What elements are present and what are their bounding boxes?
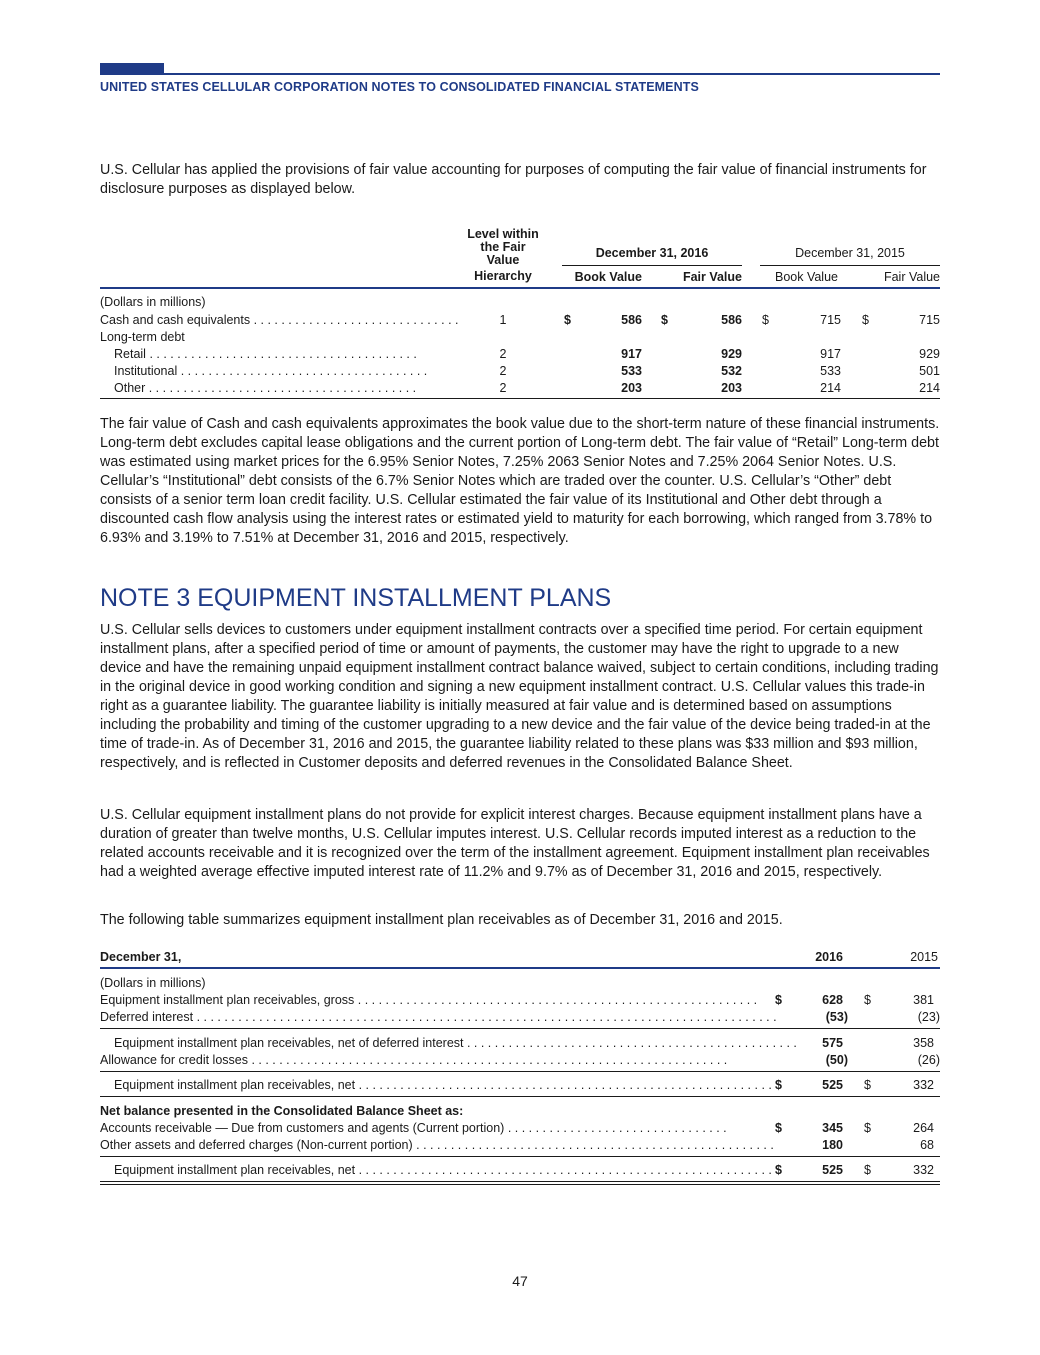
currency-symbol: $	[775, 993, 782, 1007]
col-2016: 2016	[815, 950, 843, 964]
note3-paragraph-2: U.S. Cellular equipment installment plans do not provide for explicit interest charges. Because equipment installment plans have a duration of greater than twelve months, U.S. Cellular imputes interest. U.S. Cellular records imputed interest as a reduction to the related accounts receivable and it is recognized over the term of the installment agreement. Equipment installment plan receivables had a weighted average effective imputed interest rate of 11.2% and 9.7% as of December 31, 2016 and 2015, respectively.	[100, 807, 930, 880]
value-cell: 929	[721, 347, 742, 361]
row-rule	[100, 1096, 940, 1097]
row-label: Equipment installment plan receivables, gross . . . . . . . . . . . . . . . . . . . . . . . . . . . . . . . . . . . . . . . . . . . . . . . . . . . . . . . . . .	[100, 993, 758, 1007]
col-2015: 2015	[910, 950, 938, 964]
row-label: Other assets and deferred charges (Non-current portion) . . . . . . . . . . . . . . . . . . . . . . . . . . . . . . . . . . . . . . . . . . . . . . . . . . . .	[100, 1138, 774, 1152]
value-cell: 68	[920, 1138, 934, 1152]
level-cell: 2	[499, 347, 507, 361]
row-label: Allowance for credit losses . . . . . . . . . . . . . . . . . . . . . . . . . . . . . . . . . . . . . . . . . . . . . . . . . . . . . . . . . . . . . . . . . . . . .	[100, 1053, 728, 1067]
currency-symbol: $	[762, 313, 769, 327]
currency-symbol: $	[661, 313, 668, 327]
row-label: Equipment installment plan receivables, net . . . . . . . . . . . . . . . . . . . . . . . . . . . . . . . . . . . . . . . . . . . . . . . . . . . . . . . . . . . .	[114, 1163, 772, 1177]
group-header-2015: December 31, 2015	[795, 246, 905, 260]
col-book-value-2016: Book Value	[574, 270, 642, 284]
value-cell: 917	[820, 347, 841, 361]
hierarchy-header-line: Value	[486, 253, 520, 267]
value-cell: 381	[913, 993, 934, 1007]
value-cell: 586	[621, 313, 642, 327]
hierarchy-header-line: the Fair	[480, 240, 526, 254]
value-cell: 214	[919, 381, 940, 395]
currency-symbol: $	[864, 993, 871, 1007]
currency-symbol: $	[564, 313, 571, 327]
row-label: Accounts receivable — Due from customers and agents (Current portion) . . . . . . . . . . . . . . . . . . . . . . . . . . . . . . . .	[100, 1121, 727, 1135]
row-label: Deferred interest . . . . . . . . . . . . . . . . . . . . . . . . . . . . . . . . . . . . . . . . . . . . . . . . . . . . . . . . . . . . . . . . . . . . . . . . . . . . . . . . . . . .	[100, 1010, 777, 1024]
currency-symbol: $	[862, 313, 869, 327]
header-rule	[100, 73, 940, 75]
value-cell: 929	[919, 347, 940, 361]
value-cell: (53)	[825, 1010, 848, 1024]
fair-value-paragraph: The fair value of Cash and cash equivalents approximates the book value due to the short-term nature of these financial instruments. Long-term debt excludes capital lease obligations and the current portion of Long-term debt. The fair value of “Retail” Long-term debt was estimated using market prices for the 6.95% Senior Notes, 7.25% 2063 Senior Notes and 7.25% 2064 Senior Notes. U.S. Cellular’s “Institutional” debt consists of the 6.7% Senior Notes which are traded over the counter. U.S. Cellular’s “Other” debt consists of a senior term loan credit facility. U.S. Cellular estimated the fair value of its Institutional and Other debt through a discounted cash flow analysis using the interest rates or estimated yield to maturity for each borrowing, which ranged from 3.78% to 6.93% and 3.19% to 7.51% at December 31, 2016 and 2015, respectively.	[100, 416, 940, 546]
value-cell: 203	[721, 381, 742, 395]
currency-symbol: $	[775, 1163, 782, 1177]
value-cell: 715	[820, 313, 841, 327]
row-label: Equipment installment plan receivables, net . . . . . . . . . . . . . . . . . . . . . . . . . . . . . . . . . . . . . . . . . . . . . . . . . . . . . . . . . . . .	[114, 1078, 772, 1092]
value-cell: 332	[913, 1163, 934, 1177]
value-cell: 264	[913, 1121, 934, 1135]
double-rule-bottom	[100, 1184, 940, 1185]
section-label: Long-term debt	[100, 330, 185, 344]
row-label: Retail . . . . . . . . . . . . . . . . . . . . . . . . . . . . . . . . . . . . . . .	[114, 347, 417, 361]
units-note: (Dollars in millions)	[100, 976, 206, 990]
row-label: Equipment installment plan receivables, net of deferred interest . . . . . . . . . . . . . . . . . . . . . . . . . . . . . . . . . . . . . . . . . . . . . . . .	[114, 1036, 797, 1050]
double-rule-top	[100, 1181, 940, 1182]
value-cell: 917	[621, 347, 642, 361]
value-cell: 214	[820, 381, 841, 395]
page-header-title: UNITED STATES CELLULAR CORPORATION NOTES TO CONSOLIDATED FINANCIAL STATEMENTS	[100, 80, 699, 94]
currency-symbol: $	[775, 1078, 782, 1092]
value-cell: 180	[822, 1138, 843, 1152]
level-cell: 1	[499, 313, 507, 327]
currency-symbol: $	[864, 1121, 871, 1135]
note3-title: NOTE 3 EQUIPMENT INSTALLMENT PLANS	[100, 584, 612, 612]
value-cell: 533	[621, 364, 642, 378]
value-cell: 533	[820, 364, 841, 378]
value-cell: (50)	[825, 1053, 848, 1067]
value-cell: 358	[913, 1036, 934, 1050]
intro-paragraph: U.S. Cellular has applied the provisions of fair value accounting for purposes of computing the fair value of financial instruments for disclosure purposes as displayed below.	[100, 162, 927, 197]
value-cell: 575	[822, 1036, 843, 1050]
table-bottom-rule	[100, 398, 940, 399]
group-underline-2016	[562, 265, 742, 266]
group-header-2016: December 31, 2016	[595, 246, 709, 260]
row-label: Other . . . . . . . . . . . . . . . . . . . . . . . . . . . . . . . . . . . . . . .	[114, 381, 417, 395]
value-cell: (26)	[917, 1053, 940, 1067]
value-cell: 332	[913, 1078, 934, 1092]
value-cell: 501	[919, 364, 940, 378]
col-fair-value-2016: Fair Value	[682, 270, 742, 284]
row-label: Institutional . . . . . . . . . . . . . . . . . . . . . . . . . . . . . . . . . . . .	[114, 364, 428, 378]
value-cell: (23)	[917, 1010, 940, 1024]
header-accent-block	[100, 63, 164, 73]
row-rule	[100, 1028, 940, 1029]
row-rule	[100, 1071, 940, 1072]
hierarchy-header	[455, 228, 551, 283]
row-rule	[100, 1156, 940, 1157]
level-cell: 2	[499, 381, 507, 395]
hierarchy-header-line: Hierarchy	[474, 269, 532, 283]
hierarchy-header-line: Level within	[467, 227, 539, 241]
value-cell: 628	[822, 993, 843, 1007]
value-cell: 203	[621, 381, 642, 395]
value-cell: 586	[721, 313, 742, 327]
currency-symbol: $	[864, 1163, 871, 1177]
value-cell: 345	[822, 1121, 843, 1135]
page-number: 47	[512, 1273, 528, 1289]
col-fair-value-2015: Fair Value	[883, 270, 940, 284]
table-header-rule	[100, 287, 940, 289]
col-book-value-2015: Book Value	[774, 270, 838, 284]
row-label: Cash and cash equivalents . . . . . . . . . . . . . . . . . . . . . . . . . . . . . .	[100, 313, 459, 327]
value-cell: 532	[721, 364, 742, 378]
table-header-label: December 31,	[100, 950, 182, 964]
value-cell: 715	[919, 313, 940, 327]
note3-paragraph-3: The following table summarizes equipment installment plan receivables as of December 31, 2016 and 2015.	[100, 912, 783, 928]
net-balance-heading: Net balance presented in the Consolidated Balance Sheet as:	[100, 1104, 464, 1118]
note3-paragraph-1: U.S. Cellular sells devices to customers under equipment installment contracts over a specified time period. For certain equipment installment plans, after a specified period of time or amount of payments, the customer may have the right to upgrade to a new device and have the remaining unpaid equipment installment contract balance waived, subject to certain conditions, including trading in the original device in good working condition and signing a new equipment installment contract. U.S. Cellular values this trade-in right as a guarantee liability. The guarantee liability is initially measured at fair value and is determined based on assumptions including the probability and timing of the customer upgrading to a new device and the fair value of the device being traded-in at the time of trade-in. As of December 31, 2016 and 2015, the guarantee liability related to these plans was $33 million and $93 million, respectively, and is reflected in Customer deposits and deferred revenues in the Consolidated Balance Sheet.	[100, 622, 939, 771]
currency-symbol: $	[775, 1121, 782, 1135]
value-cell: 525	[822, 1163, 843, 1177]
table-header-rule	[100, 967, 940, 969]
group-underline-2015	[760, 265, 940, 266]
level-cell: 2	[499, 364, 507, 378]
units-note: (Dollars in millions)	[100, 295, 206, 309]
currency-symbol: $	[864, 1078, 871, 1092]
value-cell: 525	[822, 1078, 843, 1092]
